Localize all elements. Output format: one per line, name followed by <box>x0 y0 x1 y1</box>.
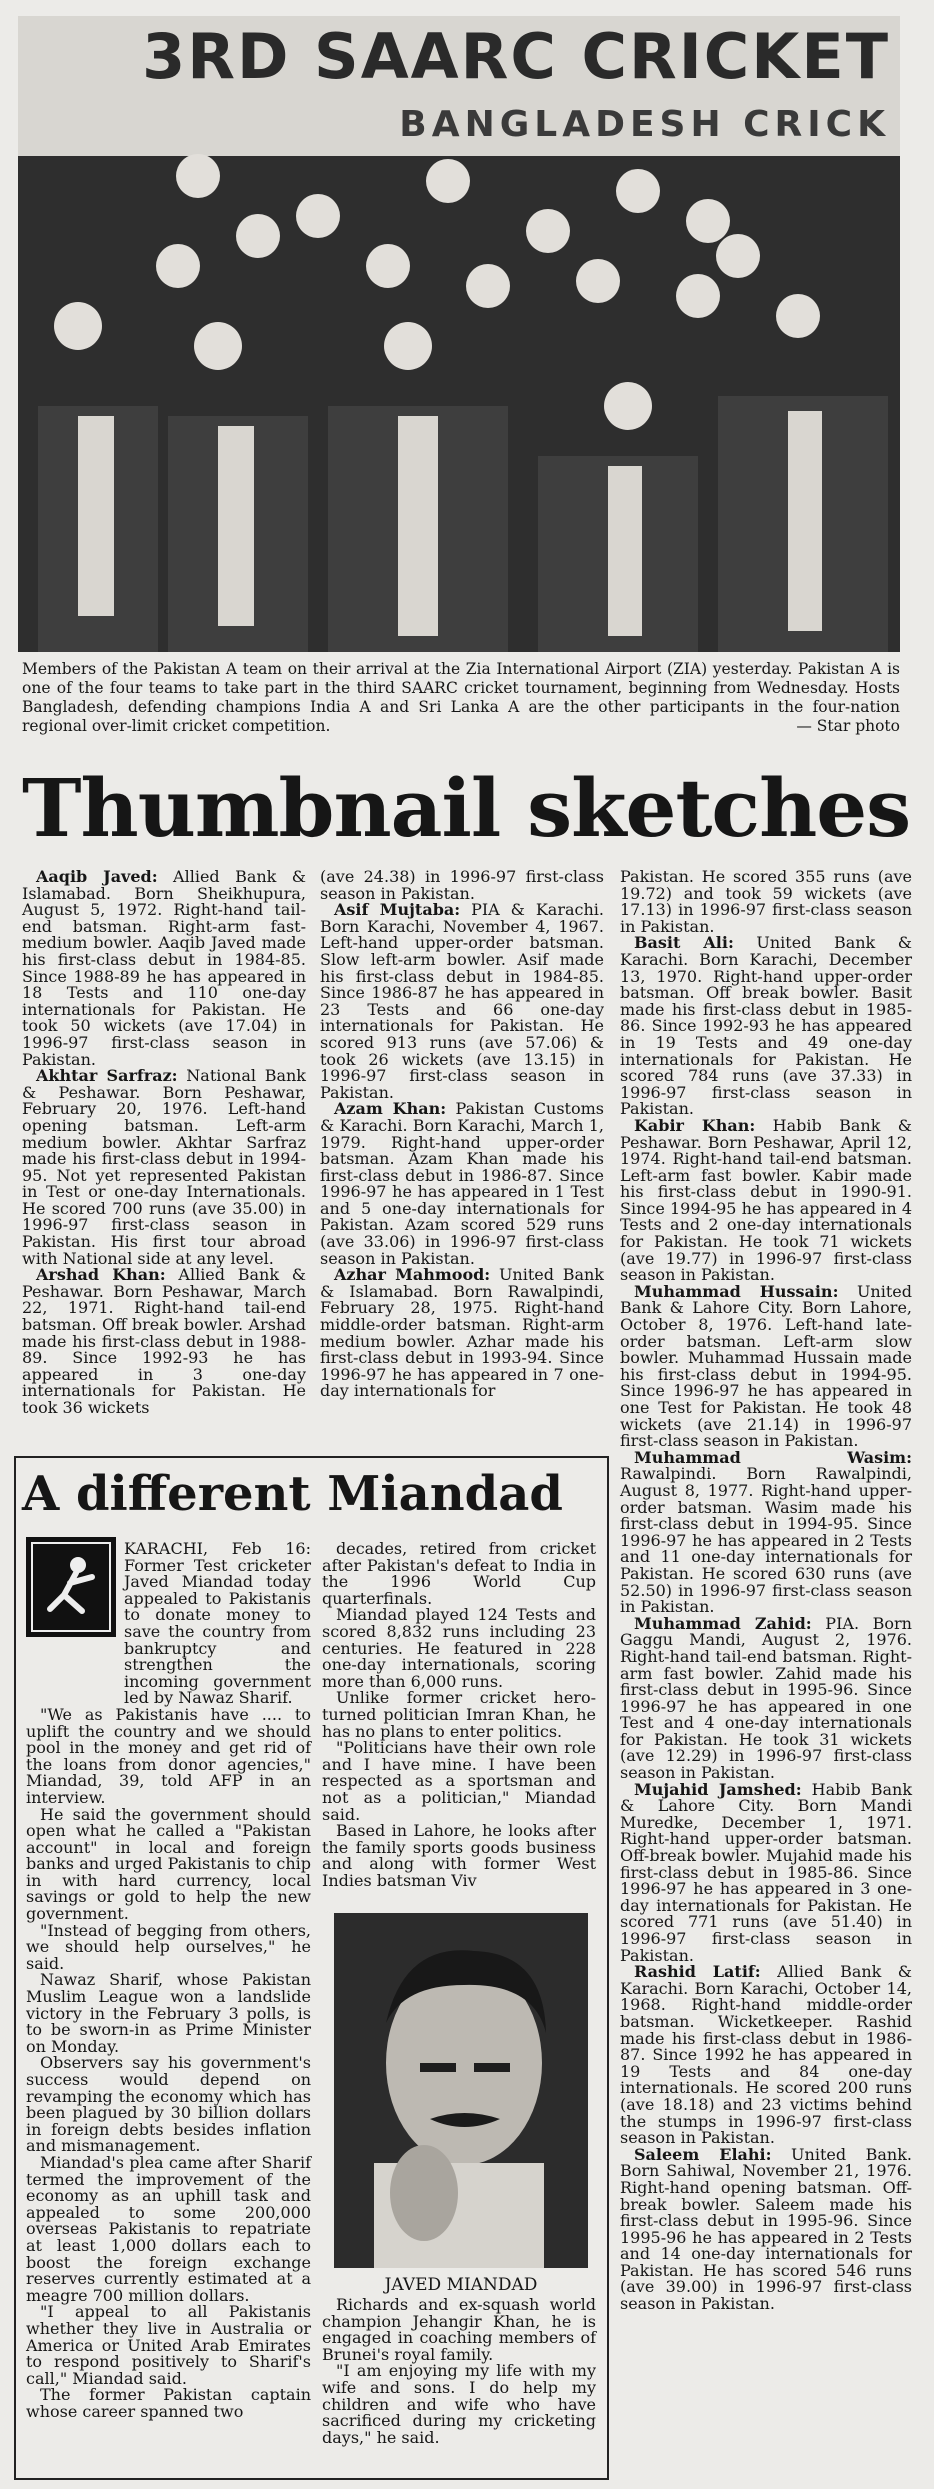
player-name: Basit Ali: <box>634 933 734 953</box>
player-bio: United Bank & Islamabad. Born Rawalpindi, February 28, 1975. Right-hand middle-order batsman. Right-arm medium bowler. Azhar made his first-class debut in 1993-94. Since 1996-97 he has appeared in 7 one-day internationals for <box>320 1265 605 1401</box>
article-paragraph: "I appeal to all Pakistanis whether they live in Australia or America or United Arab Emirates to respond positively to Sharif's call," Miandad said. <box>26 2302 311 2388</box>
player-name: Azhar Mahmood: <box>334 1265 491 1285</box>
article-paragraph: He said the government should open what he called a "Pakistan account" in local and foreign banks and urged Pakistanis to chip in with hard currency, local savings or gold to help the new government. <box>26 1804 311 1924</box>
player-bio: United Bank & Karachi. Born Karachi, December 13, 1970. Right-hand upper-order batsman. Off break bowler. Basit made his first-class debut in 1985-86. Since 1992-93 he has appeared in 19 Tests and 49 one-day internationals for Pakistan. He scored 784 runs (ave 37.33) in 1996-97 first-class season in Pakistan. <box>620 933 913 1119</box>
sketch-entry <box>320 902 604 1101</box>
player-bio: Allied Bank & Peshawar. Born Peshawar, March 22, 1971. Right-hand tail-end batsman. Off break bowler. Arshad made his first-class debut in 1988-89. Since 1992-93 he has appeared in 3 one-day internationals for Pakistan. He took 36 wickets <box>22 1265 306 1417</box>
photo-caption <box>22 660 900 736</box>
player-bio: Pakistan Customs & Karachi. Born Karachi, March 1, 1979. Right-hand upper-order batsman. Azam Khan made his first-class debut in 1986-87. Since 1996-97 he has appeared in 1 Test and 5 one-day internationals for Pakistan. Azam scored 529 runs (ave 33.06) in 1996-97 first-class season in Pakistan. <box>320 1099 604 1268</box>
sketch-column-3 <box>620 869 912 2313</box>
article-paragraph: Observers say his government's success would depend on revamping the economy which has been plagued by 30 billion dollars in foreign debts besides inflation and mismanagement. <box>26 2053 311 2156</box>
player-bio: PIA. Born Gaggu Mandi, August 2, 1976. Right-hand tail-end batsman. Right-arm fast bowler. Zahid made his first-class debut in 1995-96. Since 1996-97 he has appeared in one Test and 4 one-day internationals for Pakistan. He took 31 wickets (ave 12.29) in 1996-97 first-class season in Pakistan. <box>620 1613 912 1783</box>
player-name: Asif Mujtaba: <box>334 900 461 920</box>
player-bio: PIA & Karachi. Born Karachi, November 4, 1967. Left-hand upper-order batsman. Slow left-arm bowler. Asif made his first-class debut in 1984-85. Since 1986-87 he has appeared in 23 Tests and 66 one-day internationals for Pakistan. He scored 913 runs (ave 57.06) & took 26 wickets (ave 13.15) in 1996-97 first-class season in Pakistan. <box>320 900 604 1102</box>
sketch-entry <box>22 1267 306 1416</box>
player-name: Muhammad Hussain: <box>634 1281 839 1301</box>
player-bio: Allied Bank & Islamabad. Born Sheikhupura, August 5, 1972. Right-hand tail-end batsman. Right-arm fast-medium bowler. Aaqib Javed made his first-class debut in 1984-85. Since 1988-89 he has appeared in 18 Tests and 110 one-day internationals for Pakistan. He took 50 wickets (ave 17.04) in 1996-97 first-class season in Pakistan. <box>22 867 307 1069</box>
player-bio: Habib Bank & Peshawar. Born Peshawar, April 12, 1974. Right-hand tail-end batsman. Left-arm fast bowler. Kabir made his first-class debut in 1990-91. Since 1994-95 he has appeared in 4 Tests and 2 one-day internationals for Pakistan. He took 71 wickets (ave 19.77) in 1996-97 first-class season in Pakistan. <box>620 1115 912 1285</box>
player-bio: (ave 24.38) in 1996-97 first-class season in Pakistan. <box>320 867 604 903</box>
sketch-column-1 <box>22 869 306 1417</box>
player-bio: United Bank. Born Sahiwal, November 21, 1976. Right-hand opening batsman. Off-break bowler. Saleem made his first-class debut in 1995-96. Since 1995-96 he has appeared in 2 Tests and 14 one-day internationals for Pakistan. He has scored 546 runs (ave 39.00) in 1996-97 first-class season in Pakistan. <box>620 2144 912 2314</box>
sketch-entry <box>620 1613 912 1783</box>
article-paragraph: Richards and ex-squash world champion Jehangir Khan, he is engaged in coaching members of Brunei's royal family. <box>322 2295 596 2364</box>
banner-line-2: BANGLADESH CRICK <box>399 104 890 145</box>
player-bio: United Bank & Lahore City. Born Lahore, October 8, 1976. Left-hand late-order batsman. Left-arm slow bowler. Muhammad Hussain made his first-class debut in 1994-95. Since 1996-97 he has appeared in one Test for Pakistan. He took 48 wickets (ave 21.14) in 1996-97 first-class season in Pakistan. <box>620 1281 912 1451</box>
article-paragraph: "We as Pakistanis have .... to uplift the country and we should pool in the money and get rid of the loans from donor agencies," Miandad, 39, told AFP in an interview. <box>26 1704 311 1807</box>
article-paragraph: Based in Lahore, he looks after the family sports goods business and along with former West Indies batsman Viv <box>322 1821 596 1890</box>
article-paragraph: Nawaz Sharif, whose Pakistan Muslim League won a landslide victory in the February 3 polls, is to be sworn-in as Prime Minister on Monday. <box>26 1970 311 2056</box>
article-paragraph: KARACHI, Feb 16: Former Test cricketer Javed Miandad today appealed to Pakistanis to donate money to save the country from bankruptcy and strengthen the incoming government led by Nawaz Sharif. <box>124 1539 311 1708</box>
player-name: Rashid Latif: <box>634 1962 761 1982</box>
team-figures <box>18 16 900 652</box>
player-name: Mujahid Jamshed: <box>634 1779 802 1799</box>
article-paragraph: "I am enjoying my life with my wife and sons. I do help my children and wife who have sacrificed during my cricketing days," he said. <box>322 2361 596 2447</box>
photo-credit: — Star photo <box>796 717 900 735</box>
player-name: Arshad Khan: <box>36 1265 166 1285</box>
sketch-entry <box>22 869 306 1068</box>
player-name: Azam Khan: <box>334 1099 447 1119</box>
miandad-column-2 <box>322 1541 596 1889</box>
sketch-entry <box>320 1101 604 1267</box>
banner-line-1: 3RD SAARC CRICKET <box>142 20 890 93</box>
caption-text: Members of the Pakistan A team on their arrival at the Zia International Airport (ZIA) yesterday. Pakistan A is one of the four teams to take part in the third SAARC cricket tournament, beginning from Wednesday. Hosts Bangladesh, defending champions India A and Sri Lanka A are the other participants in the four-nation regional over-limit cricket competition. <box>22 660 900 735</box>
miandad-title: A different Miandad <box>22 1466 563 1522</box>
sketch-entry <box>320 1267 604 1400</box>
player-name: Aaqib Javed: <box>36 867 158 886</box>
article-paragraph: decades, retired from cricket after Pakistan's defeat to India in the 1996 World Cup quarterfinals. <box>322 1539 596 1608</box>
article-paragraph: The former Pakistan captain whose career spanned two <box>26 2385 311 2421</box>
player-bio: Habib Bank & Lahore City. Born Mandi Muredke, December 1, 1971. Right-hand upper-order batsman. Off-break bowler. Mujahid made his first-class debut in 1985-86. Since 1996-97 he has appeared in 3 one-day internationals for Pakistan. He scored 771 runs (ave 51.40) in 1996-97 first-class season in Pakistan. <box>620 1779 913 1965</box>
sketch-entry <box>620 1281 912 1451</box>
player-name: Muhammad Wasim: <box>634 1447 912 1467</box>
sketch-entry <box>620 935 912 1118</box>
miandad-portrait <box>334 1913 588 2268</box>
article-paragraph: Miandad played 124 Tests and scored 8,832 runs including 23 centuries. He featured in 228 one-day internationals, scoring more than 6,000 runs. <box>322 1605 596 1691</box>
miandad-column-1 <box>26 1541 311 2420</box>
player-bio: Rawalpindi. Born Rawalpindi, August 8, 1977. Right-hand upper-order batsman. Wasim made his first-class debut in 1994-95. Since 1996-97 he has appeared in 2 Tests and 11 one-day internationals for Pakistan. He scored 630 runs (ave 52.50) in 1996-97 first-class season in Pakistan. <box>620 1464 912 1617</box>
article-paragraph: Miandad's plea came after Sharif termed the improvement of the economy as an uphill task and appealed to some 200,000 overseas Pakistanis to repatriate at least 1,000 dollars each to boost the foreign exchange reserves currently estimated at a meagre 700 million dollars. <box>26 2152 311 2305</box>
player-bio: National Bank & Peshawar. Born Peshawar, February 20, 1976. Left-hand opening batsman. Left-arm medium bowler. Akhtar Sarfraz made his first-class debut in 1994-95. Not yet represented Pakistan in Test or one-day Internationals. He scored 700 runs (ave 35.00) in 1996-97 first-class season in Pakistan. His first tour abroad with National side at any level. <box>22 1066 306 1268</box>
sketch-entry <box>620 1779 913 1965</box>
player-name: Saleem Elahi: <box>634 2144 772 2164</box>
article-paragraph: "Instead of begging from others, we should help ourselves," he said. <box>26 1920 311 1973</box>
sketch-column-2 <box>320 869 604 1400</box>
headline: Thumbnail sketches <box>22 761 911 855</box>
miandad-column-2-bottom <box>322 2297 596 2446</box>
player-bio: Allied Bank & Karachi. Born Karachi, October 14, 1968. Right-hand middle-order batsman. Wicketkeeper. Rashid made his first-class debut in 1986-87. Since 1992 he has appeared in 19 Tests and 84 one-day internationals. He scored 200 runs (ave 18.18) and 23 victims behind the stumps in 1996-97 first-class season in Pakistan. <box>620 1962 912 2148</box>
article-paragraph: Unlike former cricket hero-turned politician Imran Khan, he has no plans to enter politics. <box>322 1688 596 1741</box>
sketch-entry <box>620 2144 912 2314</box>
player-bio: Pakistan. He scored 355 runs (ave 19.72) and took 59 wickets (ave 17.13) in 1996-97 first-class season in Pakistan. <box>620 867 912 936</box>
sketch-entry <box>620 1115 912 1285</box>
player-name: Kabir Khan: <box>634 1115 756 1135</box>
player-name: Akhtar Sarfraz: <box>36 1066 178 1086</box>
article-paragraph: "Politicians have their own role and I have mine. I have been respected as a sportsman and not as a politician," Miandad said. <box>322 1738 596 1824</box>
sketch-entry <box>620 1964 912 2147</box>
sketch-entry <box>22 1068 306 1267</box>
sketch-entry <box>620 1447 912 1617</box>
team-photo <box>18 16 900 652</box>
sketch-entry <box>620 869 912 935</box>
player-name: Muhammad Zahid: <box>634 1613 812 1633</box>
portrait-caption: JAVED MIANDAD <box>384 2275 538 2295</box>
sketch-entry <box>320 869 604 902</box>
